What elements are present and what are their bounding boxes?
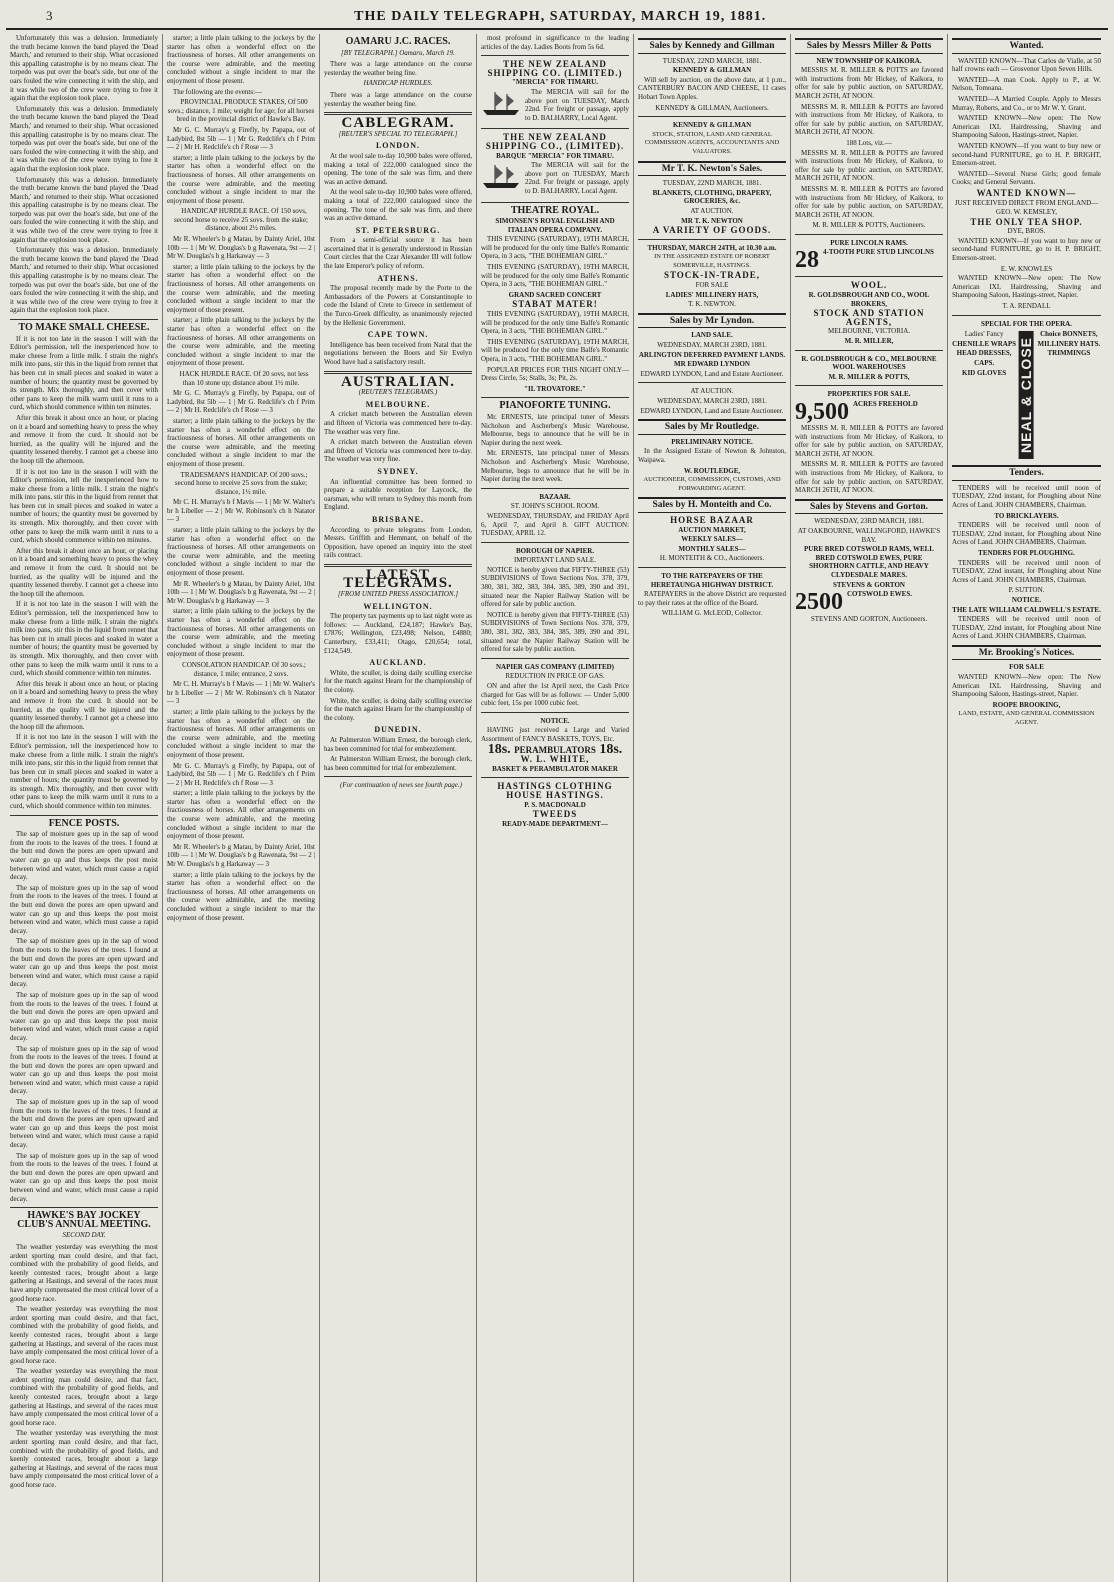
article-text: starter; a little plain talking to the jockeys by the starter has often a wonderful effect on the fractiousness of horses. All other arrangements on the course were admirable, and the meeting concluded without a single incident to mar the enjoyment of those present. xyxy=(167,34,315,85)
ad-text: THIS EVENING (SATURDAY), 19TH MARCH, will be produced for the only time Balfe's Romantic Opera, in 3 acts, "THE BOHEMIAN GIRL." xyxy=(481,337,629,363)
ad-signature: STEVENS AND GORTON, Auctioneers. xyxy=(810,615,928,624)
place-sydney: SYDNEY. xyxy=(377,466,419,476)
heading-oamaru: OAMARU J.C. RACES. xyxy=(345,36,451,47)
heading-small-cheese: TO MAKE SMALL CHEESE. xyxy=(18,322,150,333)
ad-text: RATEPAYERS in the above District are requested to pay their rates at the office of the Board. xyxy=(638,590,786,607)
ad-subheading: 188 Lots, viz.— xyxy=(846,138,892,147)
ad-heading: HASTINGS CLOTHING HOUSE HASTINGS. xyxy=(497,781,613,800)
article-text: If it is not too late in the season I will with the Editor's permission, tell the inexperienced how to make cheese from a little milk. I strain the night's milk into pans, stir this in the liquid from rennet that has been cut in small pieces and soaked in water a number of hours; the quantity must be governed by its strength. Mix thoroughly, and then cover with other pans to keep the milk warm until it runs to a curd, which should commence within ten minutes. xyxy=(10,467,158,545)
ad-subheading: SIMONSEN'S ROYAL ENGLISH AND ITALIAN OPERA COMPANY. xyxy=(495,217,615,234)
ad-subheading: ARLINGTON DEFERRED PAYMENT LANDS. xyxy=(638,350,786,359)
race-results: Mr G. C. Murray's g Firefly, by Papapa, out of Ladybird, 8st 5lb — 1 | Mr G. Redclife's ch f Prim — 2 | Mr H. Redclife's ch f Rose — 3 xyxy=(167,761,315,787)
ad-freehold xyxy=(795,399,943,425)
article-text: According to private telegrams from London, Messrs. Griffith and Hemmant, on behalf of the Opposition, have opened an inquiry into the steel rails contract. xyxy=(324,525,472,560)
ad-item: HEAD DRESSES, xyxy=(956,349,1012,358)
ad-text: MESSRS M. R. MILLER & POTTS are favored with instructions from Mr Hickey, of Kaikora, to offer for sale by public auction, on SATURDAY, MARCH 26TH, AT NOON. xyxy=(795,424,943,458)
ad-heading: THE NEW ZEALAND SHIPPING CO. (LIMITED.) xyxy=(487,59,623,78)
ad-name: R. GOLDSBROUGH AND CO., WOOL BROKERS, xyxy=(808,291,930,308)
classified-ad: WANTED KNOWN—New open: The New American IXL Hairdressing, Shaving and Shampooing Saloon, Hastings-street, Napier. xyxy=(952,274,1101,300)
article-text: White, the sculler, is doing daily sculling exercise for the match against Hearn for the championship of the colony. xyxy=(324,696,472,722)
article-text: Unfortunately this was a delusion. Immediately the truth became known the band played the 'Dead March,' and returned to their ship. What occasioned this appalling catastrophe is by no means clear. The torpedo was put over the boat's side, but one of the oars fouled the wire connecting it with the ship, and it was while two of the crew were trying to free it again that the explosion took place. xyxy=(10,246,158,315)
place-wellington: WELLINGTON. xyxy=(363,601,433,611)
ad-subheading: AUCTION MARKET, xyxy=(678,525,746,534)
dateline: [BY TELEGRAPH.] Oamaru, March 19. xyxy=(341,48,455,57)
classified-ad: WANTED KNOWN—If you want to buy new or second-hand FURNITURE, go to H. P. BRIGHT, Emerson-street. xyxy=(952,141,1101,168)
place-st-petersburg: ST. PETERSBURG. xyxy=(355,225,441,235)
ad-heading: BAZAAR. xyxy=(539,492,571,501)
ad-date: TUESDAY, 22ND MARCH, 1881. xyxy=(662,179,762,188)
article-text: starter; a little plain talking to the jockeys by the starter has often a wonderful effect on the fractiousness of horses. All other arrangements on the course were admirable, and the meeting concluded without a single incident to mar the enjoyment of those present. xyxy=(167,153,315,205)
ad-subheading: STOCK, STATION, LAND AND GENERAL COMMISSION AGENTS, ACCOUNTANTS AND VALUATORS. xyxy=(644,130,780,155)
ad-date: THURSDAY, MARCH 24TH, at 10.30 a.m. xyxy=(647,243,777,252)
race-heading: CONSOLATION HANDICAP. Of 30 sovs.; distance, 1 mile; entrance, 2 sovs. xyxy=(182,660,306,678)
article-text: There was a large attendance on the course yesterday the weather being fine. xyxy=(324,90,472,108)
ad-name: MR T. K. NEWTON xyxy=(681,216,743,225)
classified-ad: WANTED KNOWN—If you want to buy new or second-hand FURNITURE, go to H. P. BRIGHT, Emerson-street. xyxy=(952,236,1101,263)
ad-subheading: ST. JOHN'S SCHOOL ROOM. xyxy=(510,502,600,511)
section-heading: Sales by Mr Lyndon. xyxy=(638,313,786,329)
column-7 xyxy=(948,34,1105,1582)
article-text: At the wool sale to-day 10,900 bales were offered, making a total of 222,000 catalogued since the opening. The tone of the sale was firm, and there was an active demand. xyxy=(324,188,472,223)
place-dunedin: DUNEDIN. xyxy=(374,725,422,735)
ad-text: NOTICE is hereby given that FIFTY-THREE (53) SUBDIVISIONS of Town Sections Nos. 378, 379, 380, 381, 382, 383, 384, 385, 389, 390 and 391, situated near the Napier Railway Station will be offered for sale by public auction. xyxy=(481,565,629,609)
ad-date: WEDNESDAY, MARCH 23RD, 1881. xyxy=(657,397,767,405)
subheading: HANDICAP HURDLES. xyxy=(363,79,433,88)
article-text: The proposal recently made by the Porte to the Ambassadors of the Powers at Constantinople to cede the Island of Crete to Greece in settlement of the Turco-Greek difficulty, as unanimously rejected by the Hellenic Government. xyxy=(324,284,472,327)
page-title: THE DAILY TELEGRAPH, SATURDAY, MARCH 19, 1881. xyxy=(354,9,767,24)
ad-name: STEVENS & GORTON xyxy=(833,580,905,589)
ad-subheading: STOCK-IN-TRADE, xyxy=(663,270,761,281)
ad-item: MILLINERY HATS. xyxy=(1037,339,1101,348)
neal-close-logo: NEAL & CLOSE xyxy=(1019,331,1034,459)
ad-heading: R. GOLDSBROUGH & CO., MELBOURNE WOOL WAREHOUSES xyxy=(801,354,937,372)
ad-signature: DYE, BROS. xyxy=(1007,227,1046,236)
race-results: Mr R. Wheeler's b g Matau, by Dainty Ariel, 10st 10lb — 1 | Mr W. Douglas's b g Rawenata, 9st — 2 | Mr W. Douglas's b g Harkaway — 3 xyxy=(167,842,315,869)
article-text: starter; a little plain talking to the jockeys by the starter has often a wonderful effect on the fractiousness of horses. All other arrangements on the course were admirable, and the meeting concluded without a single incident to mar the enjoyment of those present. xyxy=(167,789,315,841)
article-text: After this break it about once an hour, or placing on it a board and something heavy to press the whey and remove it from the curd. It should not be hurried, as the quality will be injured and the quantity lessened thereby. I cannot get a cheese into the hoop till the afternoon. xyxy=(10,546,158,598)
article-text: The weather yesterday was everything the most ardent sporting man could desire, and that fact, combined with the probability of good fields, and keenly contested races, brought about a large gathering at Hastings, and several of the races must have amply compensated the most critical lover of a good horse race. xyxy=(10,1367,158,1427)
ad-big-number: 2500 xyxy=(795,589,843,616)
race-heading: HANDICAP HURDLE RACE. Of 150 sovs, second horse to receive 25 sovs. from the stake; distance, about 2½ miles. xyxy=(174,207,308,233)
ad-cotswold xyxy=(795,589,943,616)
ad-subheading: LADIES' MILLINERY HATS, xyxy=(665,290,759,299)
section-heading: Sales by Kennedy and Gillman xyxy=(638,38,786,54)
article-text: The property tax payments up to last night were as follows: — Auckland, £24,187; Hawke's Bay, £7876; Wellington, £23,498; Nelson, £4880; Canterbury, £33,411; Otago, £20,654; total, £124,549. xyxy=(324,612,472,655)
section-heading: Sales by Stevens and Gorton. xyxy=(795,499,943,515)
ad-subheading: 4-TOOTH PURE STUD LINCOLNS xyxy=(823,248,934,257)
ad-text: NOTICE is hereby given that FIFTY-THREE (53) SUBDIVISIONS of Town Sections Nos. 378, 379, 380, 381, 382, 383, 384, 385, 389, 390 and 391, situated near the Napier Railway Station will be offered for sale by public auction. xyxy=(481,610,629,654)
ad-heading: NAPIER GAS COMPANY (LIMITED) xyxy=(495,662,615,671)
ad-signature: E. W. KNOWLES xyxy=(1000,264,1053,273)
ad-subheading: GRAND SACRED CONCERT xyxy=(508,290,602,299)
article-text: White, the sculler, is doing daily sculling exercise for the match against Hearn for the championship of the colony. xyxy=(324,668,472,694)
classified-ad: TENDERS will be received until noon of TUESDAY, 22nd instant, for Ploughing about Nine Acres of Land. JOHN CHAMBERS, Chairman. xyxy=(952,615,1101,641)
ad-text: MESSRS M. R. MILLER & POTTS are favored with instructions from Mr Hickey, of Kaikora, to offer for sale by public auction, on SATURDAY, MARCH 26TH, AT NOON. xyxy=(795,66,943,100)
article-text: Intelligence has been received from Natal that the negotiations between the Boers and Sir Evelyn Wood have had a satisfactory result. xyxy=(324,340,472,366)
heading-pianoforte: PIANOFORTE TUNING. xyxy=(499,400,611,412)
ad-subheading: LAND, ESTATE, AND GENERAL COMMISSION AGENT. xyxy=(958,710,1095,727)
ad-name: ROOPE BROOKING, xyxy=(992,700,1061,709)
ad-heading: TO BRICKLAYERS. xyxy=(994,511,1059,520)
column-5 xyxy=(634,34,791,1582)
ad-subheading: "IL TROVATORE." xyxy=(524,384,586,393)
article-text: Unfortunately this was a delusion. Immediately the truth became known the band played the 'Dead March,' and returned to their ship. What occasioned this appalling catastrophe is by no means clear. The torpedo was put over the boat's side, but one of the oars fouled the wire connecting it with the ship, and it was while two of the crew were trying to free it again that the explosion took place. xyxy=(10,34,158,103)
place-melbourne: MELBOURNE. xyxy=(365,399,431,409)
ad-text: POPULAR PRICES FOR THIS NIGHT ONLY— Dress Circle, 5s; Stalls, 3s; Pit, 2s. xyxy=(481,365,629,383)
section-heading: Sales by H. Monteith and Co. xyxy=(638,497,786,513)
classified-ad: TENDERS will be received until noon of TUESDAY, 22nd instant, for Ploughing about Nine Acres of Land. JOHN CHAMBERS, Chairman. xyxy=(952,558,1101,584)
article-text: If it is not too late in the season I will with the Editor's permission, tell the inexperienced how to make cheese from a little milk. I strain the night's milk into pans, stir this in the liquid from rennet that has been cut in small pieces and soaked in water a number of hours; the quantity must be governed by its strength. Mix thoroughly, and then cover with other pans to keep the milk warm until it runs to a curd, which should commence within ten minutes. xyxy=(10,600,158,678)
article-text: Unfortunately this was a delusion. Immediately the truth became known the band played the 'Dead March,' and returned to their ship. What occasioned this appalling catastrophe is by no means clear. The torpedo was put over the boat's side, but one of the oars fouled the wire connecting it with the ship, and it was while two of the crew were trying to free it again that the explosion took place. xyxy=(10,104,158,173)
article-text: There was a large attendance on the course yesterday the weather being fine. xyxy=(324,60,472,77)
classified-ad: WANTED KNOWN—That Carlos de Vialle, at 50 half crowns each — Grosvenor Upon Seven Hills. xyxy=(952,56,1101,74)
ad-text: The MERCIA will sail for the above port on TUESDAY, March 22nd. For freight or passage, apply to D. BALHARRY, Local Agent. xyxy=(525,161,629,195)
ad-date: WEDNESDAY, 23RD MARCH, 1881. xyxy=(814,517,924,526)
article-text: starter; a little plain talking to the jockeys by the starter has often a wonderful effect on the fractiousness of horses. All other arrangements on the course were admirable, and the meeting concluded without a single incident to mar the enjoyment of those present. xyxy=(167,707,315,759)
ad-signature: EDWARD LYNDON, Land and Estate Auctioneer. xyxy=(640,406,784,415)
ad-heading: THE NEW ZEALAND SHIPPING CO., (LIMITED). xyxy=(485,132,625,151)
ship-icon xyxy=(481,90,521,116)
ad-text: MESSRS M. R. MILLER & POTTS are favored with instructions from Mr Hickey, of Kaikora, to offer for sale by public auction, on SATURDAY, MARCH 26TH, AT NOON. xyxy=(795,184,943,219)
ad-signature: M. R. MILLER & POTTS, Auctioneers. xyxy=(812,221,926,230)
ad-subheading: REDUCTION IN PRICE OF GAS. xyxy=(505,672,605,681)
ad-text: MESSRS M. R. MILLER & POTTS are favored with instructions from Mr Hickey, of Kaikora, to offer for sale by public auction, on SATURDAY, MARCH 26TH, AT NOON. xyxy=(795,102,943,137)
heading-cablegram: CABLEGRAM. xyxy=(341,115,455,132)
ad-text: THIS EVENING (SATURDAY), 19TH MARCH, will be produced for the only time Balfe's Romantic Opera, in 3 acts, "THE BOHEMIAN GIRL." xyxy=(481,310,629,336)
section-heading: Tenders. xyxy=(952,465,1101,481)
ad-item: CHENILLE WRAPS xyxy=(952,339,1017,348)
ad-signature: T. K. NEWTON. xyxy=(688,300,736,309)
article-text: A cricket match between the Australian eleven and fifteen of Victoria was commenced here to-day. The weather was very fine. xyxy=(324,410,472,436)
ad-name: KENNEDY & GILLMAN xyxy=(672,66,752,75)
heading-jockey-club: HAWKE'S BAY JOCKEY CLUB'S ANNUAL MEETING. xyxy=(17,1210,151,1230)
ad-text: Mr. ERNESTS, late principal tuner of Messrs Nicholson and Ascherberg's Music Warehouse, Melbourne, begs to announce that he will be in Napier during the next week. xyxy=(481,449,629,484)
ad-heading: PROPERTIES FOR SALE. xyxy=(827,390,911,399)
ad-signature: GEO. W. KEMSLEY, xyxy=(995,208,1058,217)
ad-subheading: BASKET & PERAMBULATOR MAKER xyxy=(492,764,618,773)
ad-signature: EDWARD LYNDON, Land and Estate Auctioneer. xyxy=(640,369,784,378)
ad-price-row xyxy=(481,741,629,757)
article-text: An influential committee has been formed to prepare a suitable reception for Laycock, the oarsman, who will return to Sydney this month from England. xyxy=(324,477,472,512)
ad-subheading: PRELIMINARY NOTICE. xyxy=(671,437,753,446)
column-1 xyxy=(6,34,163,1582)
ad-item: KID GLOVES xyxy=(962,368,1007,377)
race-results: Mr R. Wheeler's b g Matau, by Dainty Ariel, 10st 10lb — 1 | Mr W. Douglas's b g Rawenata, 9st — 2 | Mr W. Douglas's b g Harkaway — 3 xyxy=(167,235,315,261)
article-text: At the wool sale to-day 10,900 bales were offered, making a total of 222,000 catalogued since the opening. The tone of the sale was firm, and there was an active demand. xyxy=(324,151,472,186)
ad-subheading: IN THE ASSIGNED ESTATE OF ROBERT SOMERVILLE, HASTINGS. xyxy=(654,253,770,269)
article-text: After this break it about once an hour, or placing on it a board and something heavy to press the whey and remove it from the curd. It should not be hurried, as the quality will be injured and the quantity lessened thereby. I cannot get a cheese into the hoop till the afternoon. xyxy=(10,679,158,731)
ad-lincoln-rams xyxy=(795,247,943,274)
section-heading: Sales by Messrs Miller & Potts xyxy=(795,38,943,54)
ad-item: TRIMMINGS xyxy=(1047,349,1091,358)
ad-heading: NOTICE. xyxy=(1011,595,1042,604)
ad-subheading: NEW TOWNSHIP OF KAIKORA. xyxy=(816,56,922,65)
price: 18s. xyxy=(487,741,511,757)
page-number: 3 xyxy=(46,8,53,23)
ad-text: THIS EVENING (SATURDAY), 19TH MARCH, will be produced for the only time Balfe's Romantic Opera, in 3 acts, "THE BOHEMIAN GIRL." xyxy=(481,263,629,289)
ad-text: THIS EVENING (SATURDAY), 19TH MARCH, will be produced for the only time Balfe's Romantic Opera, in 3 acts, "THE BOHEMIAN GIRL." xyxy=(481,235,629,261)
race-results: Mr C. H. Murray's b f Mavis — 1 | Mr W. Walter's br h Libeller — 2 | Mr W. Robinson's ch h Natator — 3 xyxy=(167,498,315,524)
article-text: The sap of moisture goes up in the sap of wood from the roots to the leaves of the trees. I found at the butt end down the pores are open upward and water can go up and thus keeps the post moist between wind and water, which must cause a rapid decay. xyxy=(10,1098,158,1150)
ad-text: WEDNESDAY, THURSDAY, and FRIDAY April 6, April 7, and April 8. GIFT AUCTION: TUESDAY, APRIL 12. xyxy=(481,511,629,538)
race-results: Mr R. Wheeler's b g Matau, by Dainty Ariel, 10st 10lb — 1 | Mr W. Douglas's b g Rawenata, 9st — 2 | Mr W. Douglas's b g Harkaway — 3 xyxy=(167,579,315,605)
article-text: starter; a little plain talking to the jockeys by the starter has often a wonderful effect on the fractiousness of horses. All other arrangements on the course were admirable, and the meeting concluded without a single incident to mar the enjoyment of those present. xyxy=(167,316,315,368)
place-london: LONDON. xyxy=(375,141,421,151)
ad-subheading: FOR SALE xyxy=(695,281,729,290)
article-text: If it is not too late in the season I will with the Editor's permission, tell the inexperienced how to make cheese from a little milk. I strain the night's milk into pans, stir this in the liquid from rennet that has been cut in small pieces and soaked in water a number of hours; the quantity must be governed by its strength. Mix thoroughly, and then cover with other pans to keep the milk warm until it runs to a curd, which should commence within ten minutes. xyxy=(10,334,158,412)
ad-heading: PURE LINCOLN RAMS. xyxy=(830,238,908,247)
race-heading: TRADESMAN'S HANDICAP. Of 200 sovs.; second horse to receive 25 sovs from the stake; distance, 1½ mile. xyxy=(174,470,308,496)
ad-subheading: AT AUCTION. xyxy=(690,387,734,396)
ad-subheading: A VARIETY OF GOODS. xyxy=(652,225,772,236)
subheading: (REUTER'S TELEGRAMS.) xyxy=(358,388,438,397)
ad-item: Choice BONNETS, xyxy=(1040,330,1098,339)
subheading-second-day: SECOND DAY. xyxy=(62,1231,106,1240)
ad-subheading: READY-MADE DEPARTMENT— xyxy=(502,819,608,828)
ad-subheading: COTSWOLD EWES. xyxy=(847,590,912,599)
subheading: [REUTER'S SPECIAL TO TELEGRAPH.] xyxy=(338,129,458,138)
article-text: Unfortunately this was a delusion. Immediately the truth became known the band played the 'Dead March,' and returned to their ship. What occasioned this appalling catastrophe is by no means clear. The torpedo was put over the boat's side, but one of the oars fouled the wire connecting it with the ship, and it was while two of the crew were trying to free it again that the explosion took place. xyxy=(10,175,158,244)
ad-name: KENNEDY & GILLMAN xyxy=(672,121,752,130)
heading-theatre-royal: THEATRE ROYAL. xyxy=(510,204,600,216)
heading-australian: AUSTRALIAN. xyxy=(341,373,455,390)
ad-subheading: WEEKLY SALES— xyxy=(681,535,743,544)
section-heading: Mr T. K. Newton's Sales. xyxy=(638,161,786,177)
ad-heading: TO THE RATEPAYERS OF THE HERETAUNGA HIGHWAY DISTRICT. xyxy=(650,571,774,589)
ad-subheading: BARQUE "MERCIA" FOR TIMARU. xyxy=(496,151,614,160)
article-text: starter; a little plain talking to the jockeys by the starter has often a wonderful effect on the fractiousness of horses. All other arrangements on the course were admirable, and the meeting concluded without a single incident to mar the enjoyment of those present. xyxy=(167,262,315,314)
race-results: Mr G. C. Murray's g Firefly, by Papapa, out of Ladybird, 8st 5lb — 1 | Mr G. Redclife's ch f Prim — 2 | Mr H. Redclife's ch f Rose — 3 xyxy=(167,389,315,415)
section-heading: Wanted. xyxy=(952,38,1101,54)
article-text: After this break it about once an hour, or placing on it a board and something heavy to press the whey and remove it from the curd. It should not be hurried, as the quality will be injured and the quantity lessened thereby. I cannot get a cheese into the hoop till the afternoon. xyxy=(10,413,158,465)
ad-signature: P. SUTTON. xyxy=(1008,586,1045,595)
place-athens: ATHENS. xyxy=(377,273,419,283)
ad-name: W. ROUTLEDGE, xyxy=(683,466,741,475)
ad-heading: TENDERS FOR PLOUGHING. xyxy=(978,548,1075,557)
article-text: The sap of moisture goes up in the sap of wood from the roots to the leaves of the trees. I found at the butt end down the pores are open upward and water can go up and thus keeps the post moist between wind and water, which must cause a rapid decay. xyxy=(10,830,158,882)
article-text: starter; a little plain talking to the jockeys by the starter has often a wonderful effect on the fractiousness of horses. All other arrangements on the course were admirable, and the meeting concluded without a single incident to mar the enjoyment of those present. xyxy=(167,870,315,922)
ad-text: In the Assigned Estate of Newton & Johnston, Waipawa. xyxy=(638,447,786,464)
ad-heading: WANTED KNOWN— xyxy=(976,187,1077,198)
ad-text: MESSRS M. R. MILLER & POTTS are favored with instructions from Mr Hickey, of Kaikora, to offer for sale by public auction, on SATURDAY, MARCH 26TH, AT NOON. xyxy=(795,148,943,183)
ad-heading: BOROUGH OF NAPIER. xyxy=(515,546,595,555)
ad-heading: WOOL. xyxy=(850,280,888,291)
race-results: Mr C. H. Murray's b f Mavis — 1 | Mr W. Walter's br h Libeller — 2 | Mr W. Robinson's ch h Natator — 3 xyxy=(167,680,315,706)
continuation-note: (For continuation of news see fourth page.) xyxy=(340,781,462,790)
classified-ad: WANTED—A Married Couple. Apply to Messrs Murray, Roberts, and Co., or to Mr W. Y. Grant. xyxy=(952,94,1101,112)
ad-text: MESSRS M. R. MILLER & POTTS are favored with instructions from Mr Hickey, of Kaikora, to offer for sale by public auction, on SATURDAY, MARCH 26TH, AT NOON. xyxy=(795,460,943,495)
place-cape-town: CAPE TOWN. xyxy=(367,330,429,340)
article-text: starter; a little plain talking to the jockeys by the starter has often a wonderful effect on the fractiousness of horses. All other arrangements on the course were admirable, and the meeting concluded without a single incident to mar the enjoyment of those present. xyxy=(167,607,315,659)
ad-signature: WILLIAM G. McLEOD, Collector. xyxy=(661,609,763,618)
ad-big-number: 9,500 xyxy=(795,399,849,425)
ad-text: Mr. ERNESTS, late principal tuner of Messrs Nicholson and Ascherberg's Music Warehouse, Melbourne, begs to announce that he will be in Napier during the next week. xyxy=(481,412,629,447)
article-text: At Palmerston William Ernest, the borough clerk, has been committed for trial for embezzlement. xyxy=(324,735,472,753)
column-2 xyxy=(163,34,320,1582)
ad-text: HAVING just received a Large and Varied Assortment of FANCY BASKETS, TOYS, Etc. xyxy=(481,726,629,743)
column-6 xyxy=(791,34,948,1582)
ad-subheading: BLANKETS, CLOTHING, DRAPERY, GROCERIES, &c. xyxy=(652,188,772,206)
ad-subheading: HORSE BAZAAR xyxy=(670,514,754,525)
place-brisbane: BRISBANE. xyxy=(372,514,424,524)
masthead xyxy=(6,8,1108,30)
ad-subheading: PURE BRED COTSWOLD RAMS, WELL BRED COTSWOLD EWES, PURE SHORTHORN CATTLE, AND HEAVY CLYDESDALE MARES. xyxy=(804,545,934,579)
article-text: From a semi-official source it has been ascertained that it is generally understood in Russian Court circles that the Czar Alexander III will follow the late Emperor's policy of reform. xyxy=(324,236,472,271)
ad-big-number: 28 xyxy=(795,247,819,274)
ad-subheading: "MERCIA" FOR TIMARU. xyxy=(511,78,598,87)
heading-fence-posts: FENCE POSTS. xyxy=(48,817,120,829)
ad-subheading: AT OAKBOURNE, WALLINGFORD, HAWKE'S BAY. xyxy=(797,526,941,544)
ad-heading: THE ONLY TEA SHOP. xyxy=(970,216,1083,227)
classified-ad: WANTED—Several Nurse Girls; good female Cooks; and General Servants. xyxy=(952,169,1101,187)
classified-ad: TENDERS will be received until noon of TUESDAY, 22nd instant, for Ploughing about Nine Acres of Land. JOHN CHAMBERS, Chairman. xyxy=(952,483,1101,509)
race-heading: HACK HURDLE RACE. Of 20 sovs, not less than 10 stone up; distance about 1½ mile. xyxy=(179,369,309,387)
ad-subheading: STABAT MATER! xyxy=(512,299,598,310)
section-heading: Mr. Brooking's Notices. xyxy=(952,645,1101,661)
heading-latest-telegrams: LATEST TELEGRAMS. xyxy=(343,566,453,592)
classified-ad: TENDERS will be received until noon of TUESDAY, 22nd instant, for Ploughing about Nine Acres of Land. JOHN CHAMBERS, Chairman. xyxy=(952,521,1101,547)
ad-date: WEDNESDAY, MARCH 23RD, 1881. xyxy=(657,341,767,350)
ad-item: CAPS. xyxy=(974,359,995,367)
ad-subheading: MONTHLY SALES— xyxy=(678,544,746,553)
opera-ad xyxy=(952,329,1101,461)
article-text: The sap of moisture goes up in the sap of wood from the roots to the leaves of the trees. I found at the butt end down the pores are open upward and water can go up and thus keeps the post moist between wind and water, which must cause a rapid decay. xyxy=(10,1151,158,1203)
ad-text: The MERCIA will sail for the above port on TUESDAY, March 22nd. For freight or passage, apply to D. BALHARRY, Local Agent. xyxy=(525,87,629,122)
ad-subheading: IMPORTANT LAND SALE. xyxy=(514,556,596,565)
article-text: The weather yesterday was everything the most ardent sporting man could desire, and that fact, combined with the probability of good fields, and keenly contested races, brought about a large gathering at Hastings, and several of the races must have amply compensated the most critical lover of a good horse race. xyxy=(10,1429,158,1489)
column-4 xyxy=(477,34,634,1582)
article-text: The weather yesterday was everything the most ardent sporting man could desire, and that fact, combined with the probability of good fields, and keenly contested races, brought about a large gathering at Hastings, and several of the races must have amply compensated the most critical lover of a good horse race. xyxy=(10,1305,158,1365)
ad-subheading: LAND SALE. xyxy=(691,331,733,340)
subheading: [FROM UNITED PRESS ASSOCIATION.] xyxy=(337,590,459,599)
ad-item: Ladies' Fancy xyxy=(964,330,1004,339)
ad-subheading: THE LATE WILLIAM CALDWELL'S ESTATE. xyxy=(952,605,1101,614)
article-text: The sap of moisture goes up in the sap of wood from the roots to the leaves of the trees. I found at the butt end down the pores are open upward and water can go up and thus keeps the post moist between wind and water, which must cause a rapid decay. xyxy=(10,937,158,989)
article-text: If it is not too late in the season I will with the Editor's permission, tell the inexperienced how to make cheese from a little milk. I strain the night's milk into pans, stir this in the liquid from rennet that has been cut in small pieces and soaked in water a number of hours; the quantity must be governed by its strength. Mix thoroughly, and then cover with other pans to keep the milk warm until it runs to a curd, which should commence within ten minutes. xyxy=(10,733,158,811)
ship-icon xyxy=(481,163,521,189)
ad-subheading: MELBOURNE, VICTORIA. xyxy=(828,327,910,336)
classified-ad: WANTED KNOWN—New open: The New American IXL Hairdressing, Shaving and Shampooing Saloon, Hastings-street, Napier. xyxy=(952,673,1101,699)
article-text: The sap of moisture goes up in the sap of wood from the roots to the leaves of the trees. I found at the butt end down the pores are open upward and water can go up and thus keeps the post moist between wind and water, which must cause a rapid decay. xyxy=(10,990,158,1042)
article-text: most profound in significance to the leading articles of the day. Ladies Boots from 5s 6d. xyxy=(481,34,629,51)
ad-heading: SPECIAL FOR THE OPERA. xyxy=(981,319,1072,328)
ad-name: M. R. MILLER, xyxy=(844,337,894,346)
article-text: The following are the events:— xyxy=(173,87,263,96)
ad-subheading: AUCTIONEER, COMMISSION, CUSTOMS, AND FORWARDING AGENT. xyxy=(643,476,781,492)
ad-name: MR EDWARD LYNDON xyxy=(674,360,750,369)
classified-ad: WANTED KNOWN—New open: The New American IXL Hairdressing, Shaving and Shampooing Saloon, Hastings-street, Napier. xyxy=(952,114,1101,140)
ad-subheading: AT AUCTION. xyxy=(690,206,734,215)
article-text: A cricket match between the Australian eleven and fifteen of Victoria was commenced here to-day. The weather was very fine. xyxy=(324,438,472,464)
classified-ad: WANTED—A man Cook. Apply to P., at W. Nelson, Tomoana. xyxy=(952,75,1101,93)
ad-product: PERAMBULATORS xyxy=(514,744,596,755)
ad-signature: KENNEDY & GILLMAN, Auctioneers. xyxy=(655,103,769,112)
price: 18s. xyxy=(599,741,623,757)
ad-heading: NOTICE. xyxy=(540,716,570,725)
article-text: The sap of moisture goes up in the sap of wood from the roots to the leaves of the trees. I found at the butt end down the pores are open upward and water can go up and thus keeps the post moist between wind and water, which must cause a rapid decay. xyxy=(10,1044,158,1096)
section-heading: Sales by Mr Routledge. xyxy=(638,419,786,435)
race-results: Mr G. C. Murray's g Firefly, by Papapa, out of Ladybird, 8st 5lb — 1 | Mr G. Redclife's ch f Prim — 2 | Mr H. Redclife's ch f Rose — 3 xyxy=(167,125,315,152)
ad-name: M. R. MILLER & POTTS, xyxy=(828,372,910,381)
ad-subheading: TWEEDS xyxy=(532,809,578,820)
ad-text: ON and after the 1st April next, the Cash Price charged for Gas will be as follows: — Under 5,000 cubic feet, 15s per 1000 cubic feet. xyxy=(481,682,629,708)
ad-subheading: JUST RECEIVED DIRECT FROM ENGLAND— xyxy=(954,198,1099,207)
article-text: The weather yesterday was everything the most ardent sporting man could desire, and that fact, combined with the probability of good fields, and keenly contested races, brought about a large gathering at Hastings, and several of the races must have amply compensated the most critical lover of a good horse race. xyxy=(10,1242,158,1303)
ad-text: Will sell by auction, on the above date, at 1 p.m., CANTERBURY BACON AND CHEESE, 11 cases Hobart Town Apples. xyxy=(638,75,786,101)
column-3 xyxy=(320,34,477,1582)
ad-name: W. L. WHITE, xyxy=(520,754,590,765)
ad-name: P. S. MACDONALD xyxy=(524,800,586,809)
ad-signature: H. MONTEITH & CO., Auctioneers. xyxy=(659,554,765,563)
ad-heading: FOR SALE xyxy=(1009,663,1044,672)
article-text: starter; a little plain talking to the jockeys by the starter has often a wonderful effect on the fractiousness of horses. All other arrangements on the course were admirable, and the meeting concluded without a single incident to mar the enjoyment of those present. xyxy=(167,416,315,468)
ad-signature: T. A. RENDALL xyxy=(1002,302,1051,311)
ad-date: TUESDAY, 22ND MARCH, 1881. xyxy=(662,56,762,65)
article-text: The sap of moisture goes up in the sap of wood from the roots to the leaves of the trees. I found at the butt end down the pores are open upward and water can go up and thus keeps the post moist between wind and water, which must cause a rapid decay. xyxy=(10,883,158,935)
place-auckland: AUCKLAND. xyxy=(369,658,427,668)
article-text: starter; a little plain talking to the jockeys by the starter has often a wonderful effect on the fractiousness of horses. All other arrangements on the course were admirable, and the meeting concluded without a single incident to mar the enjoyment of those present. xyxy=(167,526,315,578)
ad-subheading: STOCK AND STATION AGENTS, xyxy=(813,308,925,327)
ad-subheading: ACRES FREEHOLD xyxy=(853,400,918,408)
article-text: At Palmerston William Ernest, the borough clerk, has been committed for trial for embezzlement. xyxy=(324,755,472,772)
race-heading: PROVINCIAL PRODUCE STAKES, Of 500 sovs.; distance, 1 mile; weight for age; for all horses bred in the provincial district of Hawke's Bay. xyxy=(167,98,315,124)
